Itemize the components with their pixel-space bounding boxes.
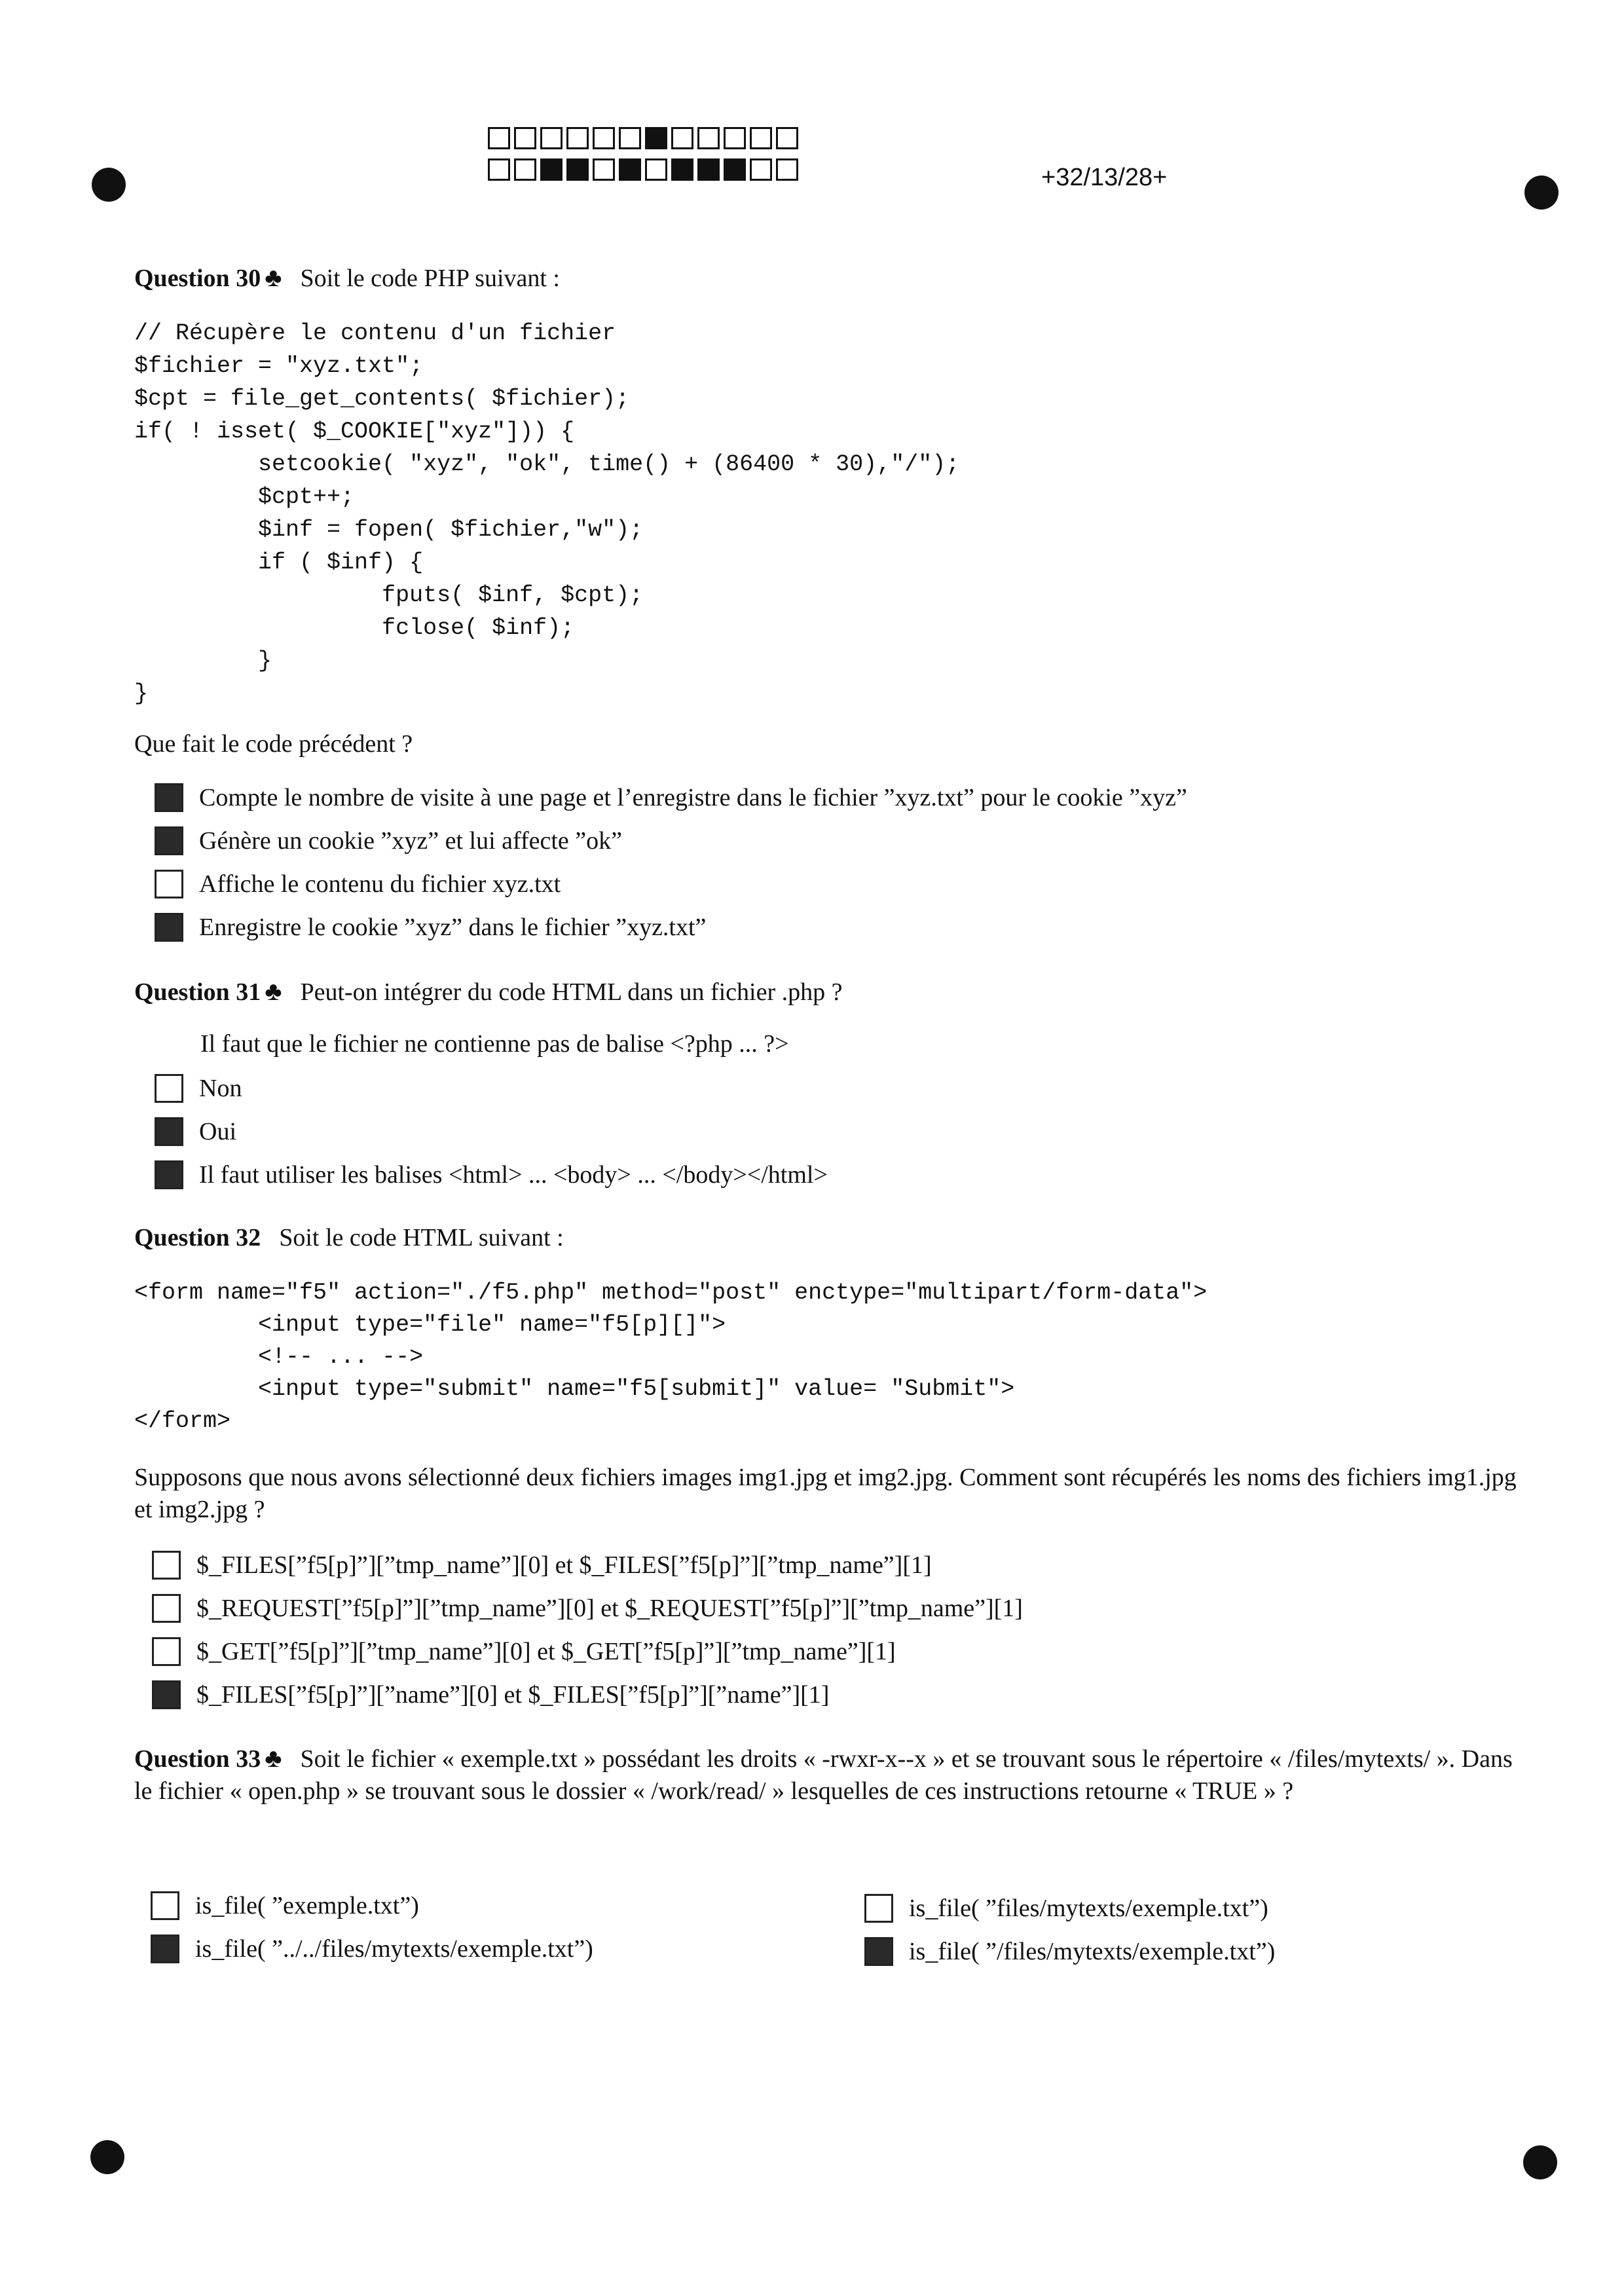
answer-checkbox[interactable] [155, 1117, 183, 1146]
option-label: is_file( ”../../files/mytexts/exemple.txt”) [195, 1935, 593, 1963]
question-32-text: Soit le code HTML suivant : [279, 1224, 564, 1251]
barcode-cell [697, 127, 720, 149]
club-icon: ♣ [265, 976, 282, 1006]
barcode-cell [645, 158, 667, 181]
answer-checkbox[interactable] [152, 1637, 181, 1666]
registration-mark-bottom-right [1523, 2145, 1557, 2179]
barcode-cell [724, 127, 746, 149]
barcode-cell [593, 127, 615, 149]
question-32-header [134, 1223, 564, 1252]
q30-option-3[interactable] [155, 870, 561, 898]
q30-option-2[interactable] [155, 826, 622, 855]
question-33-label: Question 33 [134, 1745, 261, 1773]
question-31-header [134, 976, 842, 1007]
option-label: Non [199, 1075, 242, 1102]
answer-checkbox[interactable] [155, 783, 183, 812]
option-label: $_FILES[”f5[p]”][”name”][0] et $_FILES[”f5[p]”][”name”][1] [196, 1681, 830, 1709]
barcode-cell [540, 127, 563, 149]
question-31-label: Question 31 [134, 978, 261, 1006]
question-31-text: Peut-on intégrer du code HTML dans un fichier .php ? [300, 978, 843, 1006]
registration-mark-bottom-left [90, 2140, 124, 2174]
club-icon: ♣ [265, 1743, 282, 1773]
barcode-cell [488, 158, 510, 181]
answer-checkbox[interactable] [152, 1680, 181, 1709]
q30-option-4[interactable] [155, 913, 706, 942]
answer-checkbox[interactable] [864, 1894, 893, 1923]
barcode-cell [776, 127, 798, 149]
option-label: Oui [199, 1118, 236, 1145]
q32-option-3[interactable] [152, 1637, 896, 1666]
question-30-text: Soit le code PHP suivant : [300, 265, 560, 292]
answer-checkbox[interactable] [151, 1891, 179, 1920]
barcode-cell [566, 158, 589, 181]
barcode-cell [750, 158, 772, 181]
q33-option-2[interactable] [864, 1894, 1268, 1923]
q31-option-1[interactable] [155, 1074, 242, 1103]
question-32-code: <form name="f5" action="./f5.php" method="post" enctype="multipart/form-data"> <input type="file" name="f5[p][]"> <!-- ... --> <input type="submit" name="f5[submit]" value= "Submit"> </form> [134, 1280, 1208, 1434]
q33-option-1[interactable] [151, 1891, 419, 1920]
question-32-label: Question 32 [134, 1224, 261, 1251]
barcode-cell [514, 127, 536, 149]
barcode-cell [776, 158, 798, 181]
answer-checkbox[interactable] [155, 1074, 183, 1103]
option-label: Affiche le contenu du fichier xyz.txt [199, 870, 561, 898]
barcode-cell [593, 158, 615, 181]
registration-mark-top-right [1524, 176, 1559, 210]
answer-checkbox[interactable] [151, 1935, 179, 1963]
option-label: is_file( ”exemple.txt”) [195, 1892, 419, 1919]
barcode-cell [619, 127, 641, 149]
barcode-cell [671, 158, 693, 181]
page-identifier: +32/13/28+ [1041, 164, 1168, 191]
option-label: is_file( ”files/mytexts/exemple.txt”) [909, 1895, 1268, 1922]
q32-option-1[interactable] [152, 1551, 932, 1580]
q30-option-1[interactable] [155, 783, 1187, 812]
q31-option-3[interactable] [155, 1160, 828, 1189]
club-icon: ♣ [265, 263, 282, 292]
answer-checkbox[interactable] [864, 1937, 893, 1966]
answer-checkbox[interactable] [155, 1160, 183, 1189]
q31-option-2[interactable] [155, 1117, 236, 1146]
answer-checkbox[interactable] [155, 870, 183, 898]
answer-checkbox[interactable] [155, 913, 183, 942]
question-33-text: Soit le fichier « exemple.txt » possédant les droits « -rwxr-x--x » et se trouvant sous le répertoire « /files/mytexts/ ». Dans le fichier « open.php » se trouvant sous le dossier « /work/read/ » lesquelles de ces instructions retourne « TRUE » ? [134, 1745, 1513, 1805]
barcode-cell [750, 127, 772, 149]
barcode-cell [645, 127, 667, 149]
question-30-header [134, 262, 560, 293]
q32-option-2[interactable] [152, 1594, 1023, 1623]
q33-option-4[interactable] [864, 1937, 1275, 1966]
barcode-top-row [488, 127, 798, 149]
question-33-block [134, 1742, 1526, 1807]
barcode-cell [514, 158, 536, 181]
registration-mark-top-left [92, 168, 126, 202]
answer-checkbox[interactable] [152, 1594, 181, 1623]
barcode-cell [697, 158, 720, 181]
barcode-cell [488, 127, 510, 149]
answer-checkbox[interactable] [152, 1551, 181, 1580]
barcode-cell [619, 158, 641, 181]
question-30-label: Question 30 [134, 265, 261, 292]
barcode-cell [566, 127, 589, 149]
option-label: $_GET[”f5[p]”][”tmp_name”][0] et $_GET[”f5[p]”][”tmp_name”][1] [196, 1638, 896, 1665]
option-label: Il faut utiliser les balises <html> ... <body> ... </body></html> [199, 1161, 828, 1189]
option-label: Génère un cookie ”xyz” et lui affecte ”ok” [199, 827, 622, 855]
option-label: Enregistre le cookie ”xyz” dans le fichier ”xyz.txt” [199, 914, 707, 941]
question-32-prompt: Supposons que nous avons sélectionné deux fichiers images img1.jpg et img2.jpg. Comment sont récupérés les noms des fichiers img1.jpg et img2.jpg ? [134, 1464, 1517, 1523]
option-label: $_REQUEST[”f5[p]”][”tmp_name”][0] et $_REQUEST[”f5[p]”][”tmp_name”][1] [196, 1595, 1023, 1622]
question-31-note: Il faut que le fichier ne contienne pas de balise <?php ... ?> [200, 1030, 789, 1058]
barcode-cell [724, 158, 746, 181]
question-30-prompt: Que fait le code précédent ? [134, 730, 413, 758]
option-label: Compte le nombre de visite à une page et l’enregistre dans le fichier ”xyz.txt” pour le cookie ”xyz” [199, 784, 1187, 811]
option-label: is_file( ”/files/mytexts/exemple.txt”) [909, 1938, 1276, 1965]
q32-option-4[interactable] [152, 1680, 829, 1709]
barcode-bottom-row [488, 158, 798, 181]
option-label: $_FILES[”f5[p]”][”tmp_name”][0] et $_FILES[”f5[p]”][”tmp_name”][1] [196, 1551, 932, 1579]
barcode-cell [671, 127, 693, 149]
barcode-cell [540, 158, 563, 181]
q33-option-3[interactable] [151, 1935, 593, 1963]
answer-checkbox[interactable] [155, 826, 183, 855]
question-30-code: // Récupère le contenu d'un fichier $fichier = "xyz.txt"; $cpt = file_get_contents( $fichier); if( ! isset( $_COOKIE["xyz"])) { setcookie( "xyz", "ok", time() + (86400 * 30),"/"); $cpt++; $inf = fopen( $fichier,"w"); if ( $inf) { fputs( $inf, $cpt); fclose( $inf); } } [134, 320, 960, 707]
